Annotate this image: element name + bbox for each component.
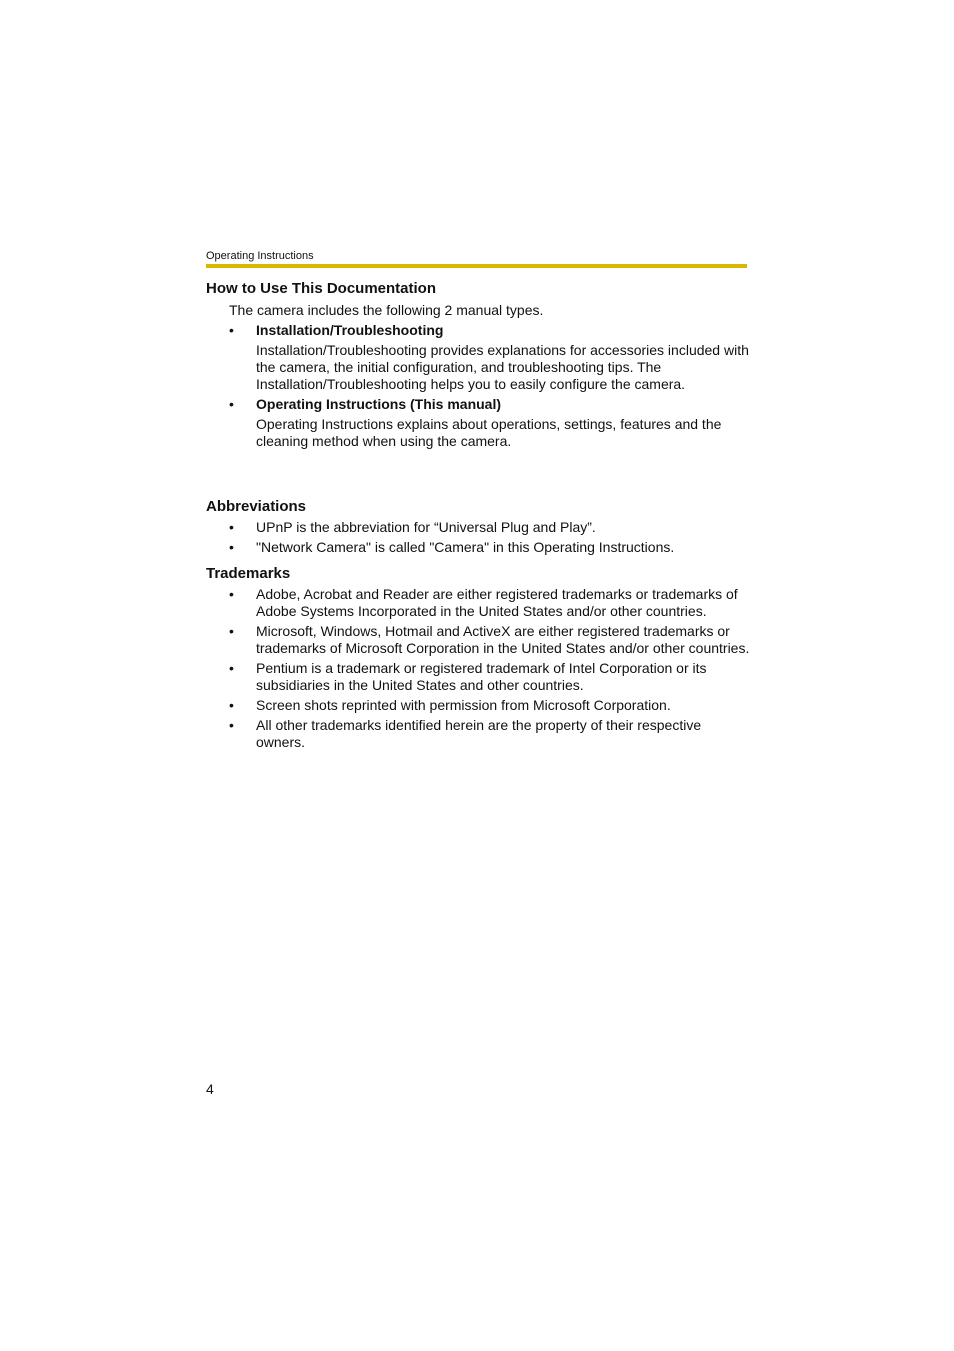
header-rule [206, 264, 747, 268]
list-item [206, 697, 751, 714]
list-item [206, 396, 751, 450]
item-text: Adobe, Acrobat and Reader are either registered trademarks or trademarks of Adobe Systems Incorporated in the United States and/or other countries. [256, 586, 738, 619]
bullet-icon: • [229, 660, 234, 676]
item-text: "Network Camera" is called "Camera" in this Operating Instructions. [256, 539, 675, 555]
item-text: Screen shots reprinted with permission from Microsoft Corporation. [256, 697, 671, 713]
item-text: All other trademarks identified herein are the property of their respective owners. [256, 717, 702, 750]
page-number: 4 [206, 1081, 214, 1097]
list-item [206, 519, 751, 536]
list-item [206, 717, 751, 751]
section-abbreviations [206, 498, 751, 556]
list-item [206, 623, 751, 657]
list-item [206, 539, 751, 556]
abbreviations-list [206, 519, 751, 556]
item-title: Operating Instructions (This manual) [256, 396, 502, 412]
trademarks-list [206, 586, 751, 751]
bullet-icon: • [229, 697, 234, 713]
section-trademarks [206, 565, 751, 751]
item-text: UPnP is the abbreviation for “Universal Plug and Play”. [256, 519, 596, 535]
bullet-icon: • [229, 519, 234, 535]
bullet-icon: • [229, 717, 234, 733]
list-item [206, 586, 751, 620]
bullet-icon: • [229, 539, 234, 555]
bullet-icon: • [229, 322, 234, 338]
manual-types-list [206, 322, 751, 450]
item-text: Microsoft, Windows, Hotmail and ActiveX are either registered trademarks or trademarks of Microsoft Corporation in the United States and/or other countries. [256, 623, 750, 656]
item-title: Installation/Troubleshooting [256, 322, 444, 338]
running-header: Operating Instructions [206, 250, 314, 262]
section-heading: How to Use This Documentation [206, 280, 437, 297]
section-how-to-use [206, 280, 751, 450]
section-intro: The camera includes the following 2 manual types. [229, 302, 544, 318]
bullet-icon: • [229, 623, 234, 639]
bullet-icon: • [229, 586, 234, 602]
list-item [206, 322, 751, 393]
item-description: Installation/Troubleshooting provides explanations for accessories included with the camera, the initial configuration, and troubleshooting tips. The Installation/Troubleshooting helps you to easily configure the camera. [256, 342, 749, 392]
item-description: Operating Instructions explains about operations, settings, features and the cleaning method when using the camera. [256, 416, 722, 449]
section-heading: Abbreviations [206, 498, 307, 515]
list-item [206, 660, 751, 694]
item-text: Pentium is a trademark or registered trademark of Intel Corporation or its subsidiaries in the United States and other countries. [256, 660, 707, 693]
section-heading: Trademarks [206, 565, 291, 582]
bullet-icon: • [229, 396, 234, 412]
